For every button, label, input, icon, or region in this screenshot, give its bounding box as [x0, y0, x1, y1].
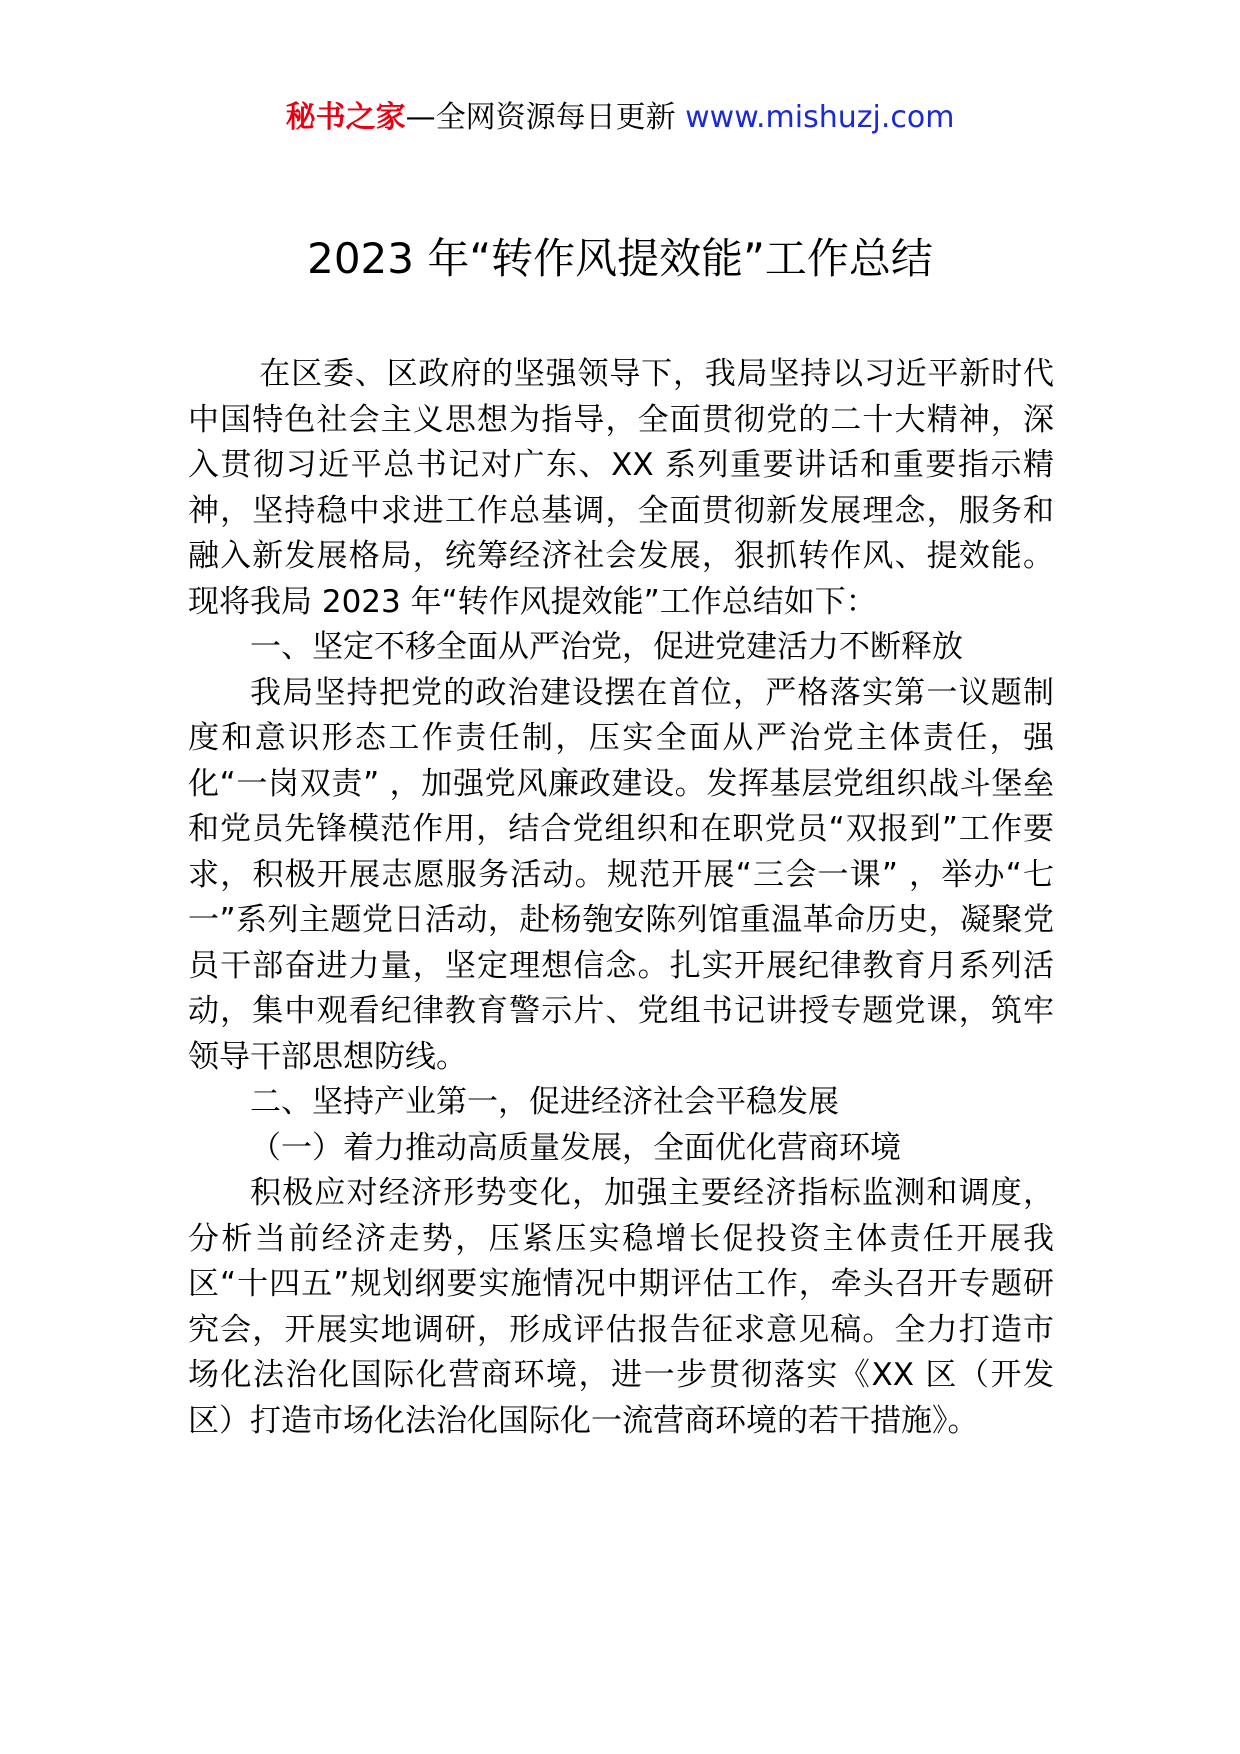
header-tagline: —全网资源每日更新 — [405, 100, 686, 135]
site-header — [0, 98, 1240, 137]
document-title: 2023 年“转作风提效能”工作总结 — [307, 234, 933, 283]
section-heading-1: 一、坚定不移全面从严治党，促进党建活力不断释放 — [250, 629, 963, 665]
site-url-link[interactable]: www.mishuzj.com — [685, 100, 955, 135]
subsection-heading-2-1: （一）着力推动高质量发展，全面优化营商环境 — [250, 1129, 901, 1166]
document-body — [188, 352, 1054, 1444]
section-heading-2: 二、坚持产业第一，促进经济社会平稳发展 — [250, 1084, 839, 1120]
section-paragraph-1: 我局坚持把党的政治建设摆在首位，严格落实第一议题制度和意识形态工作责任制，压实全面从严治党主体责任，强化“一岗双责” ，加强党风廉政建设。发挥基层党组织战斗堡垒和党员先锋模范作用，结合党组织和在职党员“双报到”工作要求，积极开展志愿服务活动。规范开展“三会一课” ，举办“七一”系列主题党日活动，赴杨匏安陈列馆重温革命历史，凝聚党员干部奋进力量，坚定理想信念。扎实开展纪律教育月系列活动，集中观看纪律教育警示片、党组书记讲授专题党课，筑牢领导干部思想防线。 — [188, 674, 1054, 1075]
intro-paragraph: 在区委、区政府的坚强领导下，我局坚持以习近平新时代中国特色社会主义思想为指导，全面贯彻党的二十大精神，深入贯彻习近平总书记对广东、XX 系列重要讲话和重要指示精神，坚持稳中求进工作总基调，全面贯彻新发展理念，服务和融入新发展格局，统筹经济社会发展，狠抓转作风、提效能。现将我局 2023 年“转作风提效能”工作总结如下： — [188, 356, 1054, 620]
subsection-paragraph-2-1: 积极应对经济形势变化，加强主要经济指标监测和调度，分析当前经济走势，压紧压实稳增长促投资主体责任开展我区“十四五”规划纲要实施情况中期评估工作，牵头召开专题研究会，开展实地调研，形成评估报告征求意见稿。全力打造市场化法治化国际化营商环境，进一步贯彻落实《XX 区（开发区）打造市场化法治化国际化一流营商环境的若干措施》。 — [188, 1175, 1054, 1439]
brand-name: 秘书之家 — [285, 100, 406, 135]
